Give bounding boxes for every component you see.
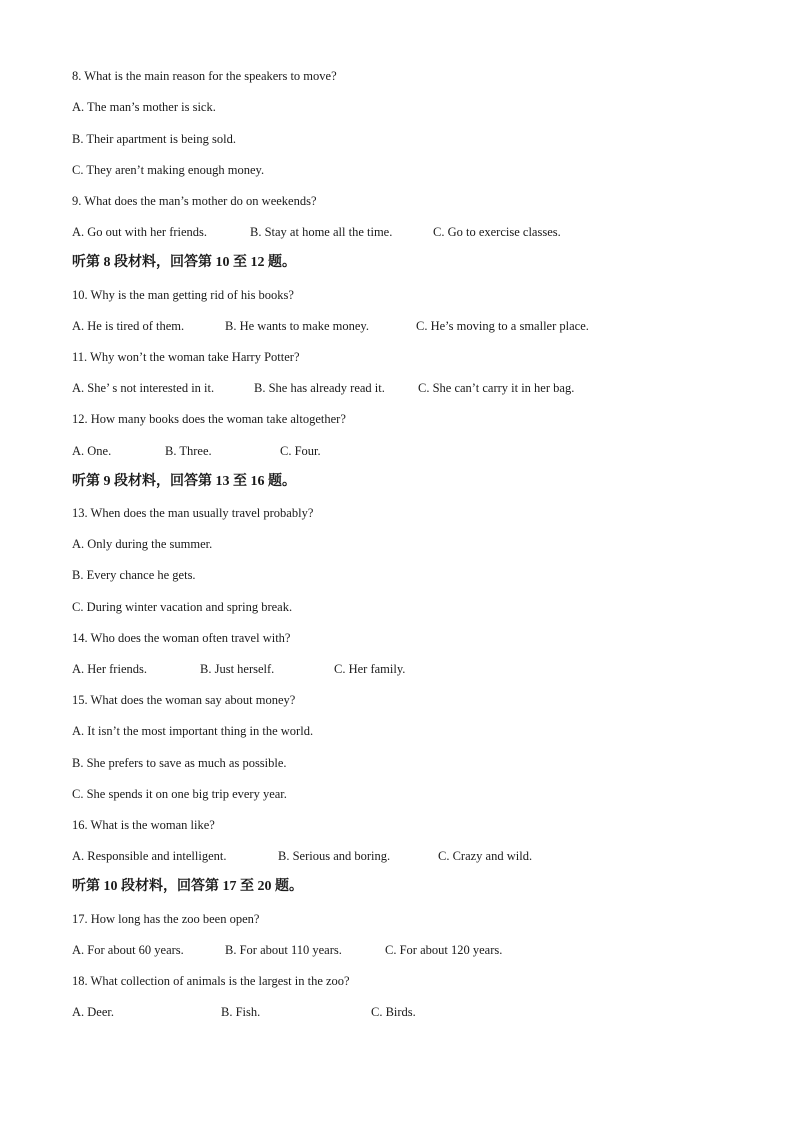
section-heading-10: 听第 10 段材料，回答第 17 至 20 题。 <box>72 879 303 894</box>
question-9-option-a: A. Go out with her friends. <box>72 225 208 239</box>
question-15-option-a: A. It isn’t the most important thing in the world. <box>72 724 314 738</box>
question-14-option-c: C. Her family. <box>334 662 406 676</box>
question-11: 11. Why won’t the woman take Harry Potter? <box>72 350 300 364</box>
question-14-option-a: A. Her friends. <box>72 662 147 676</box>
question-18-option-b: B. Fish. <box>221 1005 261 1019</box>
question-10-option-c: C. He’s moving to a smaller place. <box>416 319 589 333</box>
question-10: 10. Why is the man getting rid of his books? <box>72 288 294 302</box>
section-heading-8: 听第 8 段材料，回答第 10 至 12 题。 <box>72 255 296 270</box>
question-12-option-c: C. Four. <box>280 444 321 458</box>
section-heading-9: 听第 9 段材料，回答第 13 至 16 题。 <box>72 474 296 489</box>
question-17-option-c: C. For about 120 years. <box>385 943 503 957</box>
question-16-option-a: A. Responsible and intelligent. <box>72 849 227 863</box>
question-12-option-a: A. One. <box>72 444 112 458</box>
question-16-option-b: B. Serious and boring. <box>278 849 391 863</box>
question-9-option-c: C. Go to exercise classes. <box>433 225 561 239</box>
question-17-option-b: B. For about 110 years. <box>225 943 342 957</box>
question-10-option-a: A. He is tired of them. <box>72 319 185 333</box>
question-14: 14. Who does the woman often travel with? <box>72 631 291 645</box>
question-12: 12. How many books does the woman take altogether? <box>72 412 346 426</box>
question-11-option-a: A. She’ s not interested in it. <box>72 381 215 395</box>
question-13-option-c: C. During winter vacation and spring break. <box>72 600 293 614</box>
question-13-option-a: A. Only during the summer. <box>72 537 213 551</box>
question-15-option-b: B. She prefers to save as much as possible. <box>72 756 287 770</box>
question-8-option-a: A. The man’s mother is sick. <box>72 100 216 114</box>
question-15-option-c: C. She spends it on one big trip every year. <box>72 787 287 801</box>
question-17: 17. How long has the zoo been open? <box>72 912 260 926</box>
question-12-option-b: B. Three. <box>165 444 212 458</box>
question-8-option-c: C. They aren’t making enough money. <box>72 163 265 177</box>
question-17-option-a: A. For about 60 years. <box>72 943 184 957</box>
question-13: 13. When does the man usually travel probably? <box>72 506 314 520</box>
question-18-option-c: C. Birds. <box>371 1005 416 1019</box>
question-16-option-c: C. Crazy and wild. <box>438 849 533 863</box>
question-16: 16. What is the woman like? <box>72 818 215 832</box>
question-8-option-b: B. Their apartment is being sold. <box>72 132 236 146</box>
question-18: 18. What collection of animals is the largest in the zoo? <box>72 974 350 988</box>
question-11-option-b: B. She has already read it. <box>254 381 385 395</box>
question-13-option-b: B. Every chance he gets. <box>72 568 196 582</box>
question-18-option-a: A. Deer. <box>72 1005 114 1019</box>
question-8: 8. What is the main reason for the speakers to move? <box>72 69 337 83</box>
question-9-option-b: B. Stay at home all the time. <box>250 225 393 239</box>
question-9: 9. What does the man’s mother do on weekends? <box>72 194 317 208</box>
question-10-option-b: B. He wants to make money. <box>225 319 369 333</box>
question-14-option-b: B. Just herself. <box>200 662 275 676</box>
question-11-option-c: C. She can’t carry it in her bag. <box>418 381 575 395</box>
question-15: 15. What does the woman say about money? <box>72 693 296 707</box>
